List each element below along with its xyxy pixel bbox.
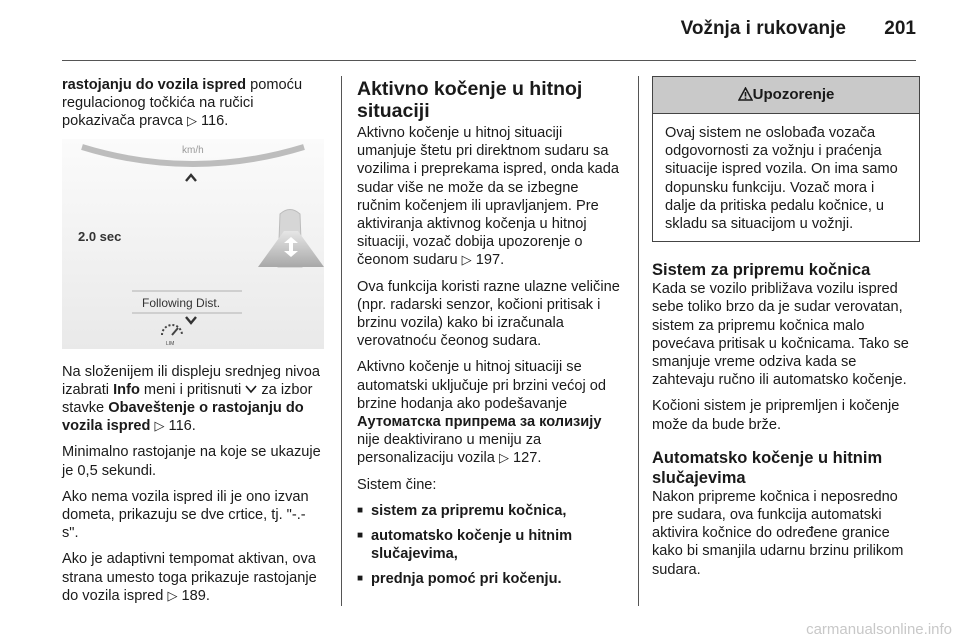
column-right <box>652 76 920 587</box>
warning-text: Ovaj sistem ne oslobađa vozača odgovornosti za vožnju i praćenja situacije ispred vozila. On ima samo dopunsku funkciju. Vozač mora i dalje da pritiska pedalu kočnice, u skladu sa situacijom u vožnji. <box>665 125 898 233</box>
paragraph: Ako nema vozila ispred ili je ono izvan dometa, prikazuju se dve crtice, tj. "-.- s". <box>62 488 309 542</box>
paragraph: Ako je adaptivni tempomat aktivan, ova strana umesto toga prikazuje rastojanje do vozila ispred ▷ 189. <box>62 551 317 604</box>
list-item <box>357 527 625 563</box>
page-header <box>62 0 916 61</box>
section-title: Vožnja i rukovanje <box>680 18 846 39</box>
bullet-icon: ■ <box>357 573 364 585</box>
list-item <box>357 570 625 588</box>
warning-title: Upozorenje <box>752 86 835 103</box>
paragraph: Aktivno kočenje u hitnoj situaciji se automatski uključuje pri brzini većoj od brzine hodanja ako podešavanje Аутоматска припрема за колизију nije deaktivirano u meniju za personalizaciju vozila ▷ 127. <box>357 359 607 467</box>
paragraph-text: Aktivno kočenje u hitnoj situaciji umanjuje štetu pri direktnom sudaru sa vozilima i preprekama ispred, onda kada sudar više ne može da se izbegne ručnim kočenjem ili upravljanjem. Pre aktiviranja aktivnog kočenja u hitnoj situaciji, vozač dobija upozorenje o čeonom sudaru <box>357 125 620 269</box>
page-ref: 116 <box>168 418 192 435</box>
setting-name: Аутоматска припрема за колизију <box>357 414 602 431</box>
setting-name: rastojanju do vozila ispred <box>62 77 247 93</box>
page-number: 201 <box>884 18 916 39</box>
warning-header <box>653 77 919 114</box>
paragraph-text: Aktivno kočenje u hitnoj situaciji se automatski uključuje pri brzini većoj od brzine hodanja ako podešavanje <box>357 359 607 412</box>
time-gap-label: 2.0 sec <box>78 228 122 244</box>
list-item <box>357 502 625 520</box>
page-ref: 116 <box>201 113 225 130</box>
column-left <box>62 76 324 613</box>
column-divider <box>638 76 639 606</box>
warning-box <box>652 76 920 242</box>
speed-unit-label: km/h <box>182 144 204 156</box>
paragraph-text: za izbor stavke <box>62 381 313 417</box>
subsection-heading: Automatsko kočenje u hitnim slučajevima <box>652 448 883 487</box>
cluster-display-figure <box>62 139 324 349</box>
paragraph: Minimalno rastojanje na koje se ukazuje je 0,5 sekundi. <box>62 444 321 479</box>
page-ref: 197 <box>475 252 501 269</box>
warning-triangle-icon <box>738 87 753 101</box>
following-distance-label: Following Dist. <box>142 295 221 310</box>
paragraph-text: nije deaktivirano u meniju za personalizaciju vozila <box>357 432 542 467</box>
setting-name: Obaveštenje o rastojanju do vozila ispred <box>62 400 304 435</box>
paragraph: Kada se vozilo približava vozilu ispred sebe toliko brzo da je sudar verovatan, sistem za pripremu kočnica malo povećava pritisak u kočnicama. Tako se smanjuje vreme odziva kada se zahtevaju ručno ili automatsko kočenje. <box>652 281 909 389</box>
paragraph-text: Na složenijem ili displeju srednjeg nivoa izabrati <box>62 363 320 398</box>
paragraph: Ova funkcija koristi razne ulazne veličine (npr. radarski senzor, kočioni pritisak i brzinu vozila) kako bi izračunala verovatnoću čeonog sudara. <box>357 278 620 350</box>
paragraph: rastojanju do vozila ispred pomoću regulacionog točkića na ručici pokazivača pravca ▷ 116. <box>62 77 303 130</box>
list-item-text: automatsko kočenje u hitnim slučajevima, <box>371 528 573 563</box>
chevron-down-icon <box>245 385 257 394</box>
bullet-icon: ■ <box>357 504 364 516</box>
watermark: carmanualsonline.info <box>806 621 952 638</box>
paragraph: Na složenijem ili displeju srednjeg nivoa izabrati Info meni i pritisnuti za izbor stavke Obaveštenje o rastojanju do vozila ispred ▷ 116. <box>62 363 320 435</box>
paragraph-text: meni i pritisnuti <box>139 381 246 398</box>
paragraph: Kočioni sistem je pripremljen i kočenje može da bude brže. <box>652 398 900 433</box>
page-ref: 189 <box>181 587 206 604</box>
paragraph: Nakon pripreme kočnica i neposredno pre sudara, ova funkcija automatski aktivira kočnice do određene granice kako bi smanjila udarnu brzinu prilikom sudara. <box>652 488 904 578</box>
list-item-text: prednja pomoć pri kočenju. <box>371 571 562 588</box>
list-item-text: sistem za pripremu kočnica, <box>371 502 567 519</box>
paragraph: Aktivno kočenje u hitnoj situaciji umanjuje štetu pri direktnom sudaru sa vozilima i preprekama ispred, onda kada sudar više ne može da se izbegne ručnim kočenjem ili upravljanjem. Pre aktiviranja aktivnog kočenja u hitnoj situaciji, vozač dobija upozorenje o čeonom sudaru ▷ 197. <box>357 125 620 269</box>
page-ref-icon: ▷ <box>167 587 178 603</box>
page-ref-icon: ▷ <box>154 418 165 434</box>
paragraph: Sistem čine: <box>357 476 437 493</box>
bullet-icon: ■ <box>357 530 364 542</box>
page-ref: 127 <box>513 450 538 467</box>
column-middle <box>357 78 625 596</box>
column-divider <box>341 76 342 606</box>
menu-name: Info <box>113 381 140 398</box>
paragraph-text: pomoću regulacionog točkića na ručici pokazivača pravca <box>62 77 303 130</box>
page-ref-icon: ▷ <box>186 113 197 129</box>
paragraph-text: Ako je adaptivni tempomat aktivan, ova strana umesto toga prikazuje rastojanje do vozila ispred <box>62 551 317 604</box>
section-heading: Aktivno kočenje u hitnoj situaciji <box>357 78 583 122</box>
page-ref-icon: ▷ <box>498 450 509 466</box>
limiter-label: LIM <box>166 340 175 347</box>
subsection-heading: Sistem za pripremu kočnica <box>652 261 871 280</box>
page-ref-icon: ▷ <box>461 252 472 268</box>
